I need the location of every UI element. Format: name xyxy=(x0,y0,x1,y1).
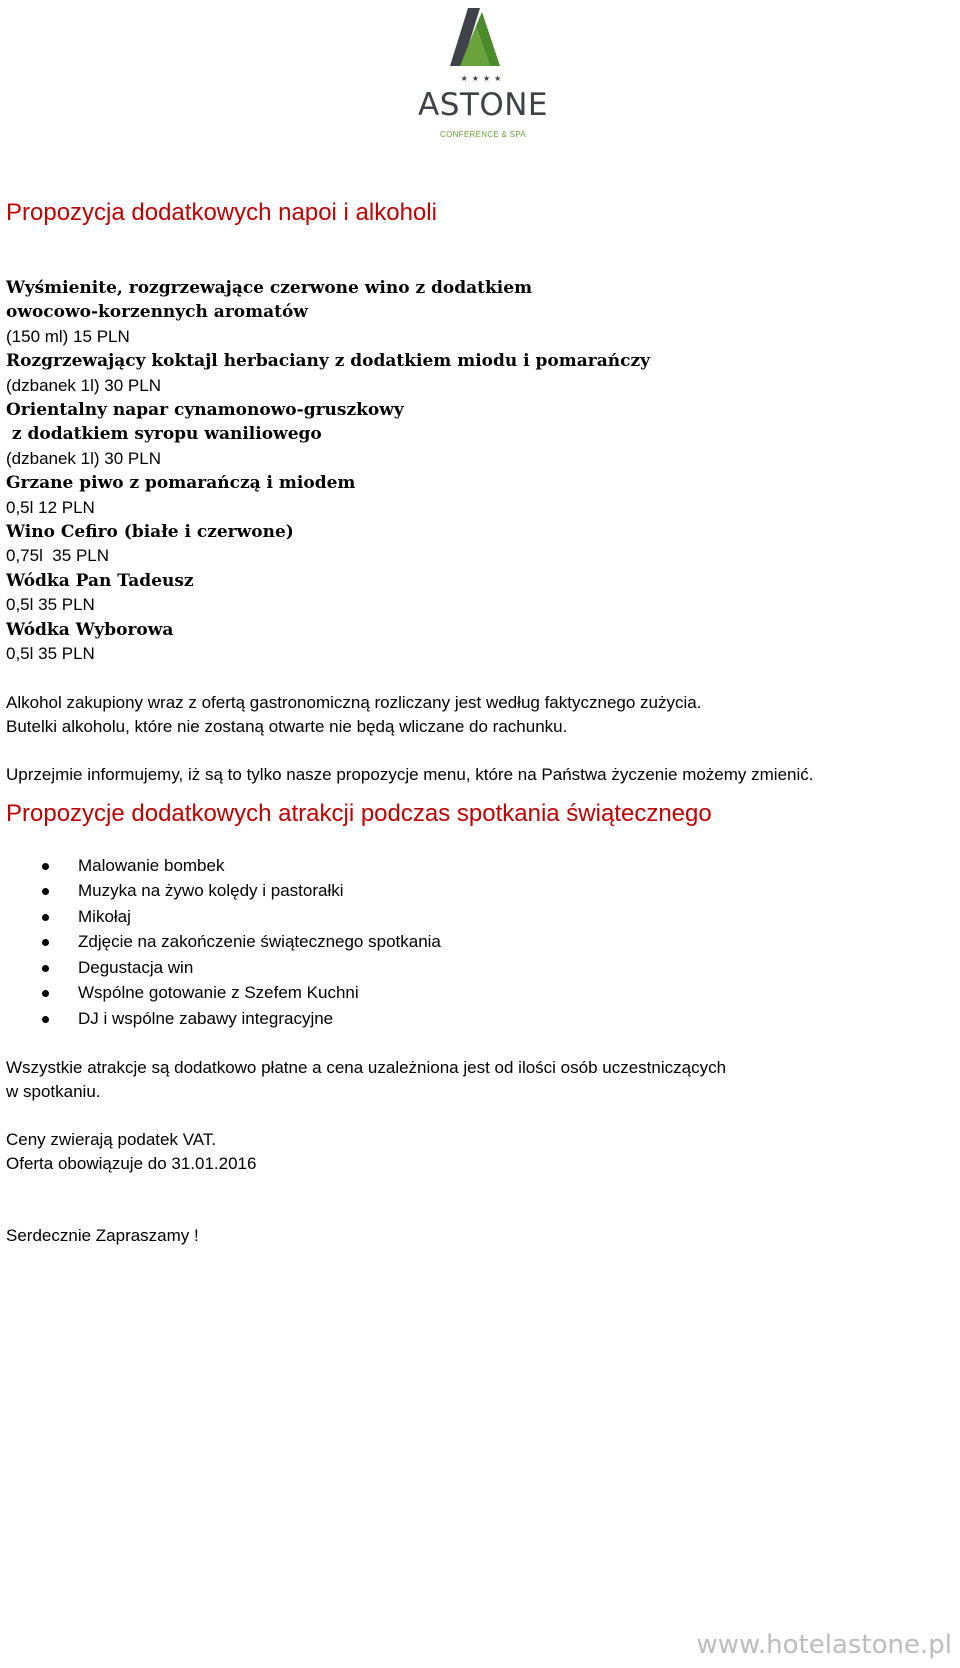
bullet-icon xyxy=(42,990,49,997)
drink-item xyxy=(6,618,946,667)
info-note: Uprzejmie informujemy, iż są to tylko nasze propozycje menu, które na Państwa życzenie możemy zmienić. xyxy=(6,764,814,784)
bullet-icon xyxy=(42,965,49,972)
hotel-logo xyxy=(410,4,556,146)
attraction-label: Malowanie bombek xyxy=(78,855,225,875)
attractions-note xyxy=(6,1056,946,1104)
drink-item xyxy=(6,569,946,618)
drink-name: Wino Cefiro (białe i czerwone) xyxy=(6,522,294,543)
drink-price: (dzbanek 1l) 30 PLN xyxy=(6,448,161,468)
list-item xyxy=(6,878,946,904)
drink-item xyxy=(6,520,946,569)
logo-stars: ★★★★ xyxy=(460,74,506,83)
attraction-label: Degustacja win xyxy=(78,957,194,977)
attractions-list xyxy=(6,853,946,1032)
list-item xyxy=(6,1006,946,1032)
drink-price: (150 ml) 15 PLN xyxy=(6,326,130,346)
drink-item xyxy=(6,398,946,471)
drink-item xyxy=(6,276,946,349)
attraction-label: DJ i wspólne zabawy integracyjne xyxy=(78,1009,334,1029)
drink-name: Wódka Wyborowa xyxy=(6,619,174,640)
alcohol-note-line-2: Butelki alkoholu, które nie zostaną otwarte nie będą wliczane do rachunku. xyxy=(6,716,568,736)
list-item xyxy=(6,980,946,1006)
drink-name: Orientalny napar cynamonowo-gruszkowy xyxy=(6,400,404,421)
list-item xyxy=(6,904,946,930)
logo-name: ASTONE xyxy=(418,87,548,123)
attraction-label: Mikołaj xyxy=(78,906,131,926)
attraction-label: Muzyka na żywo kolędy i pastorałki xyxy=(78,881,344,901)
drink-name: Rozgrzewający koktajl herbaciany z dodatkiem miodu i pomarańczy xyxy=(6,351,650,372)
list-item xyxy=(6,929,946,955)
heading-drinks: Propozycja dodatkowych napoi i alkoholi xyxy=(6,199,437,226)
bullet-icon xyxy=(42,939,49,946)
bullet-icon xyxy=(42,1016,49,1023)
drink-price: 0,75l 35 PLN xyxy=(6,546,110,566)
logo-subtitle: CONFERENCE & SPA xyxy=(440,130,526,139)
attraction-label: Zdjęcie na zakończenie świątecznego spotkania xyxy=(78,932,441,952)
footer-website-link[interactable]: www.hotelastone.pl xyxy=(696,1630,952,1660)
alcohol-note xyxy=(6,691,946,739)
attractions-note-line-2: w spotkaniu. xyxy=(6,1081,101,1101)
drink-name: Wyśmienite, rozgrzewające czerwone wino z dodatkiem xyxy=(6,278,533,298)
validity-note: Oferta obowiązuje do 31.01.2016 xyxy=(6,1153,257,1173)
attractions-note-line-1: Wszystkie atrakcje są dodatkowo płatne a cena uzależniona jest od ilości osób uczestniczących xyxy=(6,1057,727,1077)
drink-price: 0,5l 35 PLN xyxy=(6,595,95,615)
bullet-icon xyxy=(42,914,49,921)
bullet-icon xyxy=(42,888,49,895)
drink-name-cont: owocowo-korzennych aromatów xyxy=(6,302,308,323)
terms-note xyxy=(6,1128,946,1176)
heading-attractions: Propozycje dodatkowych atrakcji podczas spotkania świątecznego xyxy=(6,799,712,827)
drink-price: (dzbanek 1l) 30 PLN xyxy=(6,375,161,395)
astone-mountain-logo-icon xyxy=(410,4,556,74)
drink-name: Wódka Pan Tadeusz xyxy=(6,570,194,591)
document-body xyxy=(6,198,946,1248)
list-item xyxy=(6,853,946,879)
vat-note: Ceny zwierają podatek VAT. xyxy=(6,1129,217,1149)
attraction-label: Wspólne gotowanie z Szefem Kuchni xyxy=(78,983,359,1003)
list-item xyxy=(6,955,946,981)
drink-price: 0,5l 12 PLN xyxy=(6,497,95,517)
drink-item xyxy=(6,471,946,520)
drink-item xyxy=(6,349,946,398)
bullet-icon xyxy=(42,863,49,870)
drink-price: 0,5l 35 PLN xyxy=(6,644,95,664)
drink-name-cont: z dodatkiem syropu waniliowego xyxy=(6,424,322,445)
invite-text: Serdecznie Zapraszamy ! xyxy=(6,1225,199,1245)
alcohol-note-line-1: Alkohol zakupiony wraz z ofertą gastronomiczną rozliczany jest według faktycznego zużycia. xyxy=(6,692,702,712)
drinks-list xyxy=(6,276,946,667)
drink-name: Grzane piwo z pomarańczą i miodem xyxy=(6,473,356,494)
